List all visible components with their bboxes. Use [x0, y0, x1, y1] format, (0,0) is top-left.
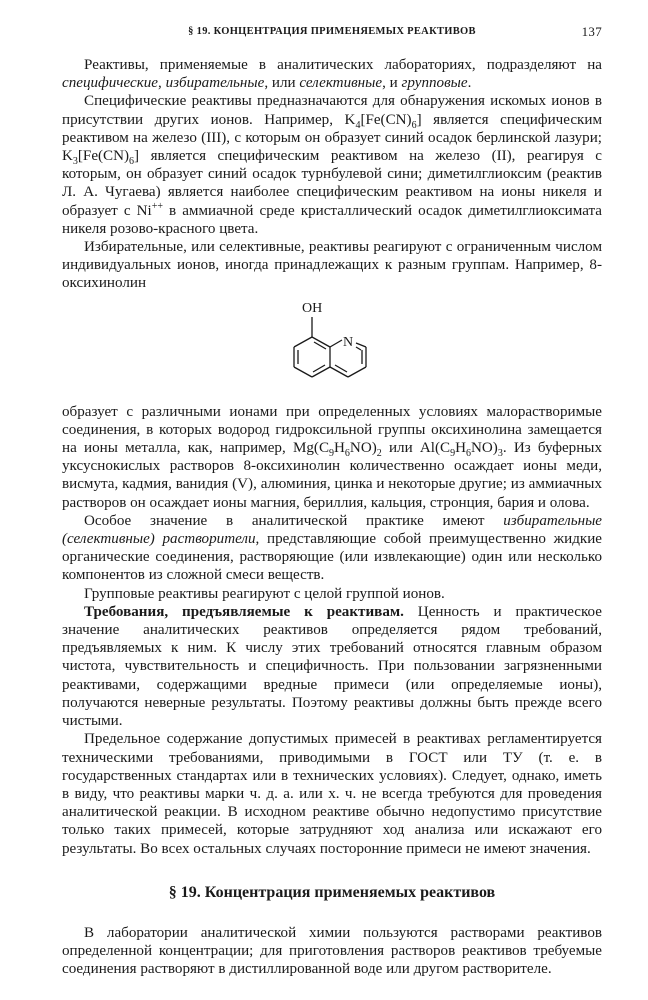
nitrogen-label: N	[343, 334, 354, 350]
paragraph-selective-solvents: Особое значение в аналитической практике имеют избирательные (селективные) растворители, представляющие собой преимущественно жидкие органические соединения, растворяющие (или извлекающие) один или несколько компонентов из сложной смеси веществ.	[62, 512, 602, 584]
paragraph-specific-reagents: Специфические реактивы предназначаются для обнаружения искомых ионов в присутствии других ионов. Например, $K_4[Fe(CN)_6]$ является специфическим реактивом на железо (III), с которым он образует синий осадок берлинской лазури; $K_3[Fe(CN)_6]$ является специфическим реактивом на железо (II), реагируя с которым, он образует синий осадок турнбулевой сини; диметилглиоксим (реактив Л. А. Чугаева) является наиболее специфическим реактивом на ионы никеля и образует с Ni++ в аммиачной среде кристаллический осадок диметилглиоксимата никеля розово-красного цвета.	[62, 93, 602, 237]
paragraph-impurity-limits: Предельное содержание допустимых примесей в реактивах регламентируется техническими требованиями, приводимыми в ГОСТ или ТУ (т. е. в государственных стандартах или в технических условиях). Следует, однако, иметь в виду, что реактивы марки ч. д. а. или х. ч. не всегда требуются для проведения аналитической реакции. В исходном реактиве обычно недопустимо присутствие только таких примесей, которые затрудняют ход анализа или искажают его результаты. Во всех остальных случаях посторонние примеси не имеют значения.	[62, 731, 602, 857]
term-selective-1: избирательные	[165, 75, 265, 92]
running-head	[62, 22, 602, 48]
oh-label: OH	[302, 300, 323, 316]
paragraph-group-reagents: Групповые реактивы реагируют с целой группой ионов.	[84, 585, 445, 602]
term-specific: специфические	[62, 75, 159, 92]
formula-k3fecn6: $K_3[Fe(CN)_6]$	[62, 148, 140, 168]
section-heading: § 19. Концентрация применяемых реактивов	[168, 883, 496, 901]
formula-al-oxinate: $Al(C_9H_6NO)_3$	[419, 440, 503, 460]
formula-ni-ion: Ni++	[136, 200, 163, 219]
paragraph-reagent-types: Реактивы, применяемые в аналитических лабораториях, подразделяют на специфические, избирательные, или селективные, и групповые.	[62, 57, 602, 92]
paragraph-oxyquinoline-reactions: образует с различными ионами при определенных условиях малорастворимые соединения, в которых водород гидроксильной группы оксихинолина замещается на ионы металла, как, например, $Mg(C_9H_6NO)_2$ или $Al(C_9H_6NO)_3$. Из буферных уксуснокислых растворов 8-оксихинолин количественно осаждает ионы меди, висмута, кадмия, ванидия (V), алюминия, цинка и некоторые другие; из аммиачных растворов он осаждает ионы магния, бериллия, кальция, стронция, бария и олова.	[62, 403, 602, 511]
requirements-heading: Требования, предъявляемые к реактивам.	[84, 603, 404, 620]
paragraph-requirements: Требования, предъявляемые к реактивам. Ценность и практическое значение аналитических реактивов определяется рядом требований, предъявляемых к ним. К числу этих требований относятся главным образом чистота, чувствительность и специфичность. При пользовании загрязненными реактивами, содержащими вредные примеси (или определяемые ионы), получаются неверные результаты. Поэтому реактивы должны быть прежде всего чистыми.	[62, 603, 602, 730]
paragraph-concentration-intro: В лаборатории аналитической химии пользуются растворами реактивов определенной концентрации; для приготовления растворов реактивов требуемые соединения растворяют в дистиллированной воде или другом растворителе.	[62, 924, 602, 978]
oxyquinoline-structure-diagram	[272, 295, 392, 403]
term-selective-solvents: избирательные (селективные) растворители	[62, 512, 602, 548]
page-number: 137	[581, 24, 602, 39]
page	[62, 22, 602, 978]
formula-mg-oxinate: $Mg(C_9H_6NO)_2$	[292, 440, 382, 460]
term-group: групповые	[401, 75, 468, 92]
paragraph-selective-reagents: Избирательные, или селективные, реактивы реагируют с ограниченным числом индивидуальных ионов, иногда принадлежащих к разным группам. Например, 8-оксихинолин	[62, 239, 602, 292]
oxyquinoline-structure	[62, 293, 602, 403]
running-title: § 19. КОНЦЕНТРАЦИЯ ПРИМЕНЯЕМЫХ РЕАКТИВОВ	[188, 26, 476, 37]
formula-k4fecn6: $K_4[Fe(CN)_6]$	[344, 111, 422, 131]
term-selective-2: селективные	[299, 75, 383, 92]
